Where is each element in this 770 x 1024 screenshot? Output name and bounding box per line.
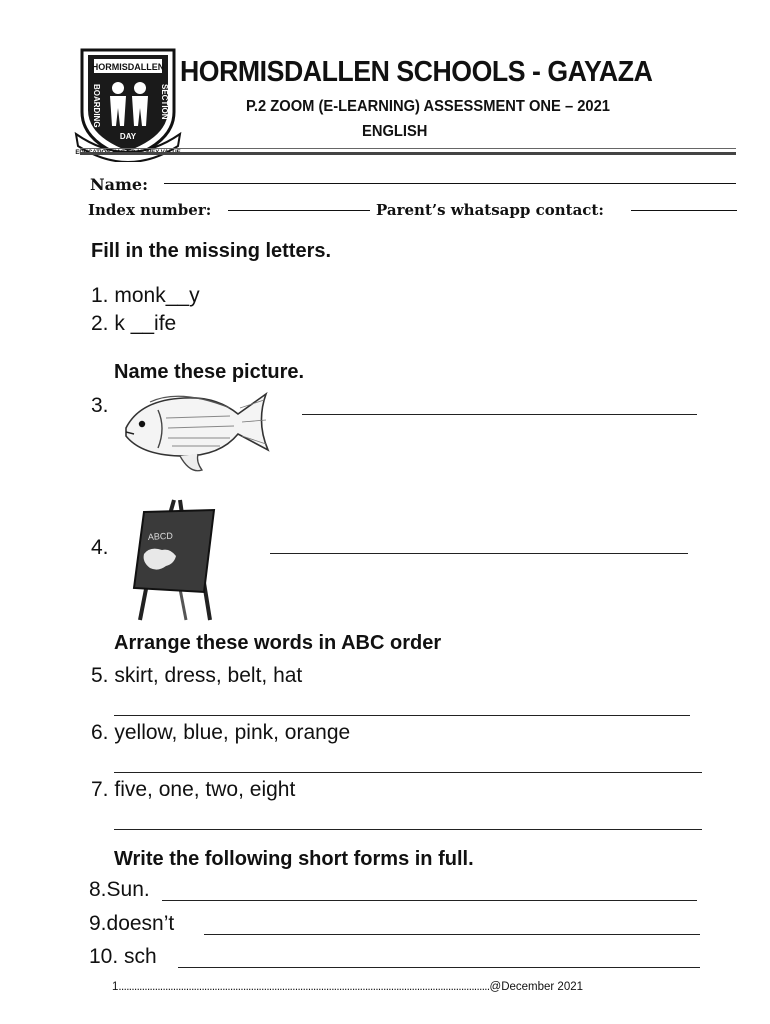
question-number: 9. — [89, 912, 107, 935]
subject-title: ENGLISH — [362, 123, 428, 140]
header-rule-thick — [80, 152, 736, 155]
answer-line-6[interactable] — [114, 772, 702, 773]
board-text: ABCD — [147, 530, 174, 542]
question-2 — [91, 312, 176, 336]
school-name: HORMISDALLEN SCHOOLS - GAYAZA — [180, 56, 653, 88]
parent-contact-label: Parent’s whatsapp contact: — [376, 201, 604, 219]
question-text: k __ife — [114, 312, 177, 335]
question-number: 2. — [91, 312, 109, 335]
name-label: Name: — [90, 175, 149, 194]
missing-letters-heading: Fill in the missing letters. — [91, 240, 332, 262]
logo-motto-text: EDUCATION HAS NO MONEY VALUE — [75, 150, 181, 156]
question-text: five, one, two, eight — [114, 778, 296, 801]
question-number: 8. — [89, 878, 107, 901]
question-number: 1. — [91, 284, 109, 307]
question-9 — [89, 912, 174, 936]
question-5 — [91, 664, 302, 688]
question-text: yellow, blue, pink, orange — [114, 721, 351, 744]
question-number: 7. — [91, 778, 109, 801]
question-text: Sun. — [106, 878, 150, 901]
question-text: sch — [124, 945, 157, 968]
index-number-label: Index number: — [88, 201, 212, 219]
logo-day-text: DAY — [119, 132, 137, 141]
answer-line-8[interactable] — [162, 900, 697, 901]
abc-order-heading: Arrange these words in ABC order — [114, 632, 442, 654]
question-number: 5. — [91, 664, 109, 687]
answer-line-10[interactable] — [178, 967, 700, 968]
parent-contact-field[interactable] — [631, 210, 737, 211]
name-pictures-heading: Name these picture. — [114, 361, 305, 383]
answer-line-5[interactable] — [114, 715, 690, 716]
question-10 — [89, 945, 157, 969]
logo-left-text: BOARDING — [92, 84, 101, 128]
question-3-number: 3. — [91, 394, 109, 417]
logo-banner-text: HORMISDALLEN — [91, 62, 165, 72]
question-7 — [91, 778, 295, 802]
header-rule-thin — [80, 148, 736, 149]
answer-line-4[interactable] — [270, 553, 688, 554]
question-1 — [91, 284, 200, 308]
question-text: monk__y — [114, 284, 200, 307]
chalkboard-picture — [130, 498, 230, 622]
short-forms-heading: Write the following short forms in full. — [114, 848, 474, 870]
question-number: 6. — [91, 721, 109, 744]
question-number: 10. — [89, 945, 119, 968]
question-4-number: 4. — [91, 536, 109, 559]
assessment-title: P.2 ZOOM (E-LEARNING) ASSESSMENT ONE – 2021 — [246, 98, 610, 115]
page-footer — [112, 981, 583, 993]
page-number: 1 — [112, 981, 119, 993]
question-6 — [91, 721, 350, 745]
footer-dots: ............................................................................................................................................... — [118, 981, 490, 993]
fish-picture — [120, 386, 272, 478]
school-logo — [74, 42, 182, 162]
answer-line-3[interactable] — [302, 414, 697, 415]
logo-right-text: SECTION — [160, 84, 169, 120]
question-text: skirt, dress, belt, hat — [114, 664, 303, 687]
footer-date: @December 2021 — [489, 981, 584, 993]
answer-line-7[interactable] — [114, 829, 702, 830]
index-number-field[interactable] — [228, 210, 370, 211]
name-field[interactable] — [164, 183, 736, 184]
question-text: doesn’t — [106, 912, 175, 935]
answer-line-9[interactable] — [204, 934, 700, 935]
question-8 — [89, 878, 150, 902]
